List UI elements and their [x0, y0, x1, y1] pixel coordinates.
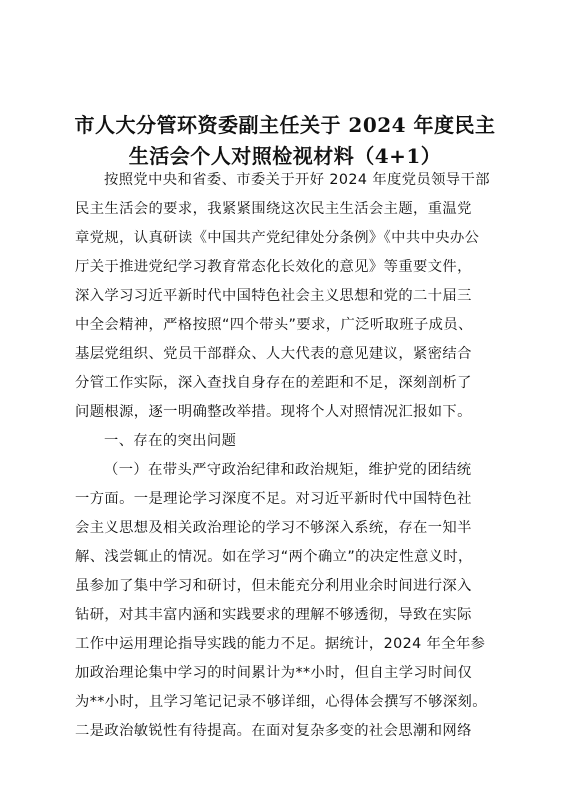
body-line: 问题根源，逐一明确整改举措。现将个人对照情况汇报如下。: [75, 404, 472, 420]
document-title-line-2: 生活会个人对照检视材料（4+1）: [128, 144, 442, 168]
section-heading: 一、存在的突出问题: [104, 433, 237, 449]
body-line: 厅关于推进党纪学习教育常态化长效化的意见》等重要文件，: [75, 259, 472, 275]
body-line: 章党规，认真研读《中国共产党纪律处分条例》《中共中央办公: [75, 230, 480, 246]
body-line: 解、浅尝辄止的情况。如在学习“两个确立”的决定性意义时，: [75, 549, 473, 565]
body-line: 虽参加了集中学习和研讨，但未能充分利用业余时间进行深入: [75, 578, 472, 594]
body-line: 按照党中央和省委、市委关于开好 2024 年度党员领导干部: [104, 172, 490, 188]
body-line: 二是政治敏锐性有待提高。在面对复杂多变的社会思潮和网络: [75, 723, 472, 739]
body-line: 基层党组织、党员干部群众、人大代表的意见建议，紧密结合: [75, 346, 472, 362]
body-line: 加政治理论集中学习的时间累计为**小时，但自主学习时间仅: [75, 665, 473, 681]
body-line: 会主义思想及相关政治理论的学习不够深入系统，存在一知半: [75, 520, 472, 536]
body-line: 工作中运用理论指导实践的能力不足。据统计，2024 年全年参: [75, 636, 486, 652]
body-line: 钻研，对其丰富内涵和实践要求的理解不够透彻，导致在实际: [75, 607, 472, 623]
body-line: 一方面。一是理论学习深度不足。对习近平新时代中国特色社: [75, 491, 472, 507]
body-line: 分管工作实际，深入查找自身存在的差距和不足，深刻剖析了: [75, 375, 472, 391]
body-line: 中全会精神，严格按照“四个带头”要求，广泛听取班子成员、: [75, 317, 473, 333]
body-line: 民主生活会的要求，我紧紧围绕这次民主生活会主题，重温党: [75, 201, 472, 217]
subsection-heading: （一）在带头严守政治纪律和政治规矩，维护党的团结统: [104, 462, 472, 478]
body-line: 深入学习习近平新时代中国特色社会主义思想和党的二十届三: [75, 288, 472, 304]
body-line: 为**小时，且学习笔记记录不够详细，心得体会撰写不够深刻。: [75, 694, 487, 710]
document-title-line-1: 市人大分管环资委副主任关于 2024 年度民主: [74, 113, 496, 137]
